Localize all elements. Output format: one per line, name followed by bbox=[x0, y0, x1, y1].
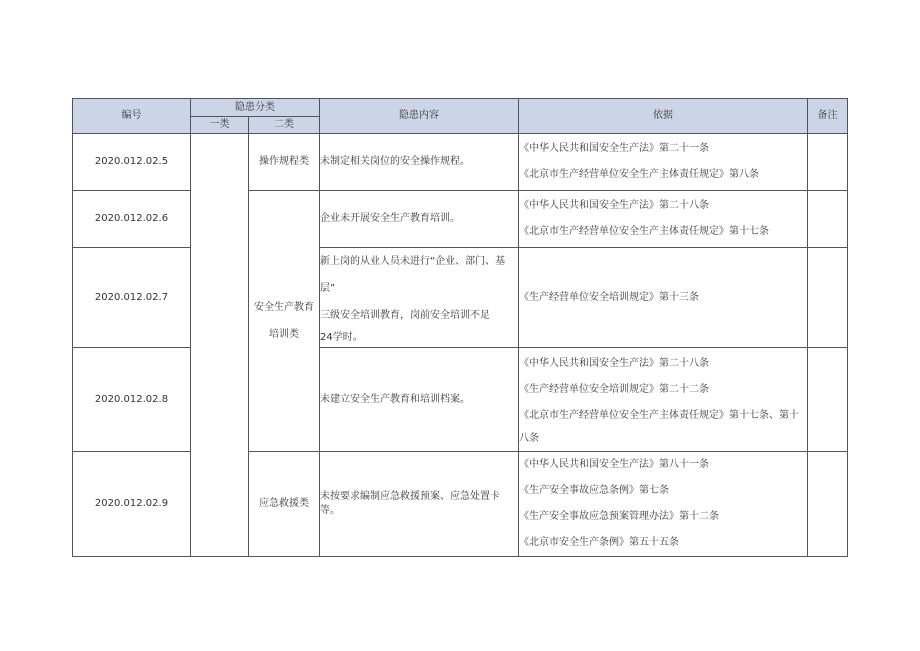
basis-line: 《北京市生产经营单位安全生产主体责任规定》第八条 bbox=[519, 169, 759, 180]
content-line: 三级安全培训教育，岗前安全培训不足 bbox=[320, 310, 490, 321]
cat2-training-cell bbox=[249, 191, 320, 452]
header-cat1: 一类 bbox=[191, 117, 249, 134]
basis-cell bbox=[519, 134, 808, 191]
header-remarks: 备注 bbox=[808, 99, 848, 134]
remarks-cell bbox=[808, 191, 848, 248]
table-row bbox=[73, 191, 848, 248]
header-basis: 依据 bbox=[519, 99, 808, 134]
table-row bbox=[73, 452, 848, 557]
basis-line: 《中华人民共和国安全生产法》第二十八条 bbox=[519, 200, 709, 211]
header-number: 编号 bbox=[73, 99, 191, 134]
table-row bbox=[73, 134, 848, 191]
content-cell: 未制定相关岗位的安全操作规程。 bbox=[320, 134, 519, 191]
remarks-cell bbox=[808, 134, 848, 191]
remarks-cell bbox=[808, 452, 848, 557]
basis-line: 八条 bbox=[519, 432, 539, 444]
basis-cell bbox=[519, 452, 808, 557]
table-row bbox=[73, 348, 848, 452]
content-cell: 未建立安全生产教育和培训档案。 bbox=[320, 348, 519, 452]
content-cell bbox=[320, 248, 519, 348]
header-category: 隐患分类 bbox=[191, 99, 320, 117]
basis-line: 《中华人民共和国安全生产法》第二十八条 bbox=[519, 357, 709, 369]
basis-cell bbox=[519, 191, 808, 248]
basis-line: 《中华人民共和国安全生产法》第八十一条 bbox=[519, 459, 709, 470]
cat2-cell: 应急救援类 bbox=[249, 452, 320, 557]
remarks-cell bbox=[808, 248, 848, 348]
basis-line: 《生产经营单位安全培训规定》第十三条 bbox=[519, 291, 699, 303]
header-content: 隐患内容 bbox=[320, 99, 519, 134]
basis-line: 《北京市安全生产条例》第五十五条 bbox=[519, 537, 679, 548]
cat2-training-line1: 安全生产教育 bbox=[254, 302, 314, 313]
basis-line: 《北京市生产经营单位安全生产主体责任规定》第十七条、第十 bbox=[519, 409, 799, 421]
row-number: 2020.012.02.7 bbox=[73, 248, 191, 348]
basis-line: 《生产安全事故应急预案管理办法》第十二条 bbox=[519, 511, 719, 522]
cat2-training-line2: 培训类 bbox=[269, 329, 299, 340]
cat2-cell: 操作规程类 bbox=[249, 134, 320, 191]
cat1-cell bbox=[191, 134, 249, 557]
basis-line: 《中华人民共和国安全生产法》第二十一条 bbox=[519, 143, 709, 154]
basis-line: 《北京市生产经营单位安全生产主体责任规定》第十七条 bbox=[519, 226, 769, 237]
row-number: 2020.012.02.6 bbox=[73, 191, 191, 248]
basis-line: 《生产安全事故应急条例》第七条 bbox=[519, 485, 669, 496]
table-row bbox=[73, 248, 848, 348]
header-cat2: 二类 bbox=[249, 117, 320, 134]
header-row bbox=[73, 99, 848, 117]
basis-cell bbox=[519, 348, 808, 452]
basis-line: 《生产经营单位安全培训规定》第二十二条 bbox=[519, 383, 709, 395]
row-number: 2020.012.02.8 bbox=[73, 348, 191, 452]
remarks-cell bbox=[808, 348, 848, 452]
content-cell: 企业未开展安全生产教育培训。 bbox=[320, 191, 519, 248]
row-number: 2020.012.02.5 bbox=[73, 134, 191, 191]
content-line: 24学时。 bbox=[320, 332, 363, 343]
row-number: 2020.012.02.9 bbox=[73, 452, 191, 557]
content-line: 新上岗的从业人员未进行“企业、部门、基层” bbox=[320, 256, 506, 294]
content-cell: 未按要求编制应急救援预案、应急处置卡等。 bbox=[320, 452, 519, 557]
basis-cell bbox=[519, 248, 808, 348]
hazard-table bbox=[72, 98, 848, 557]
